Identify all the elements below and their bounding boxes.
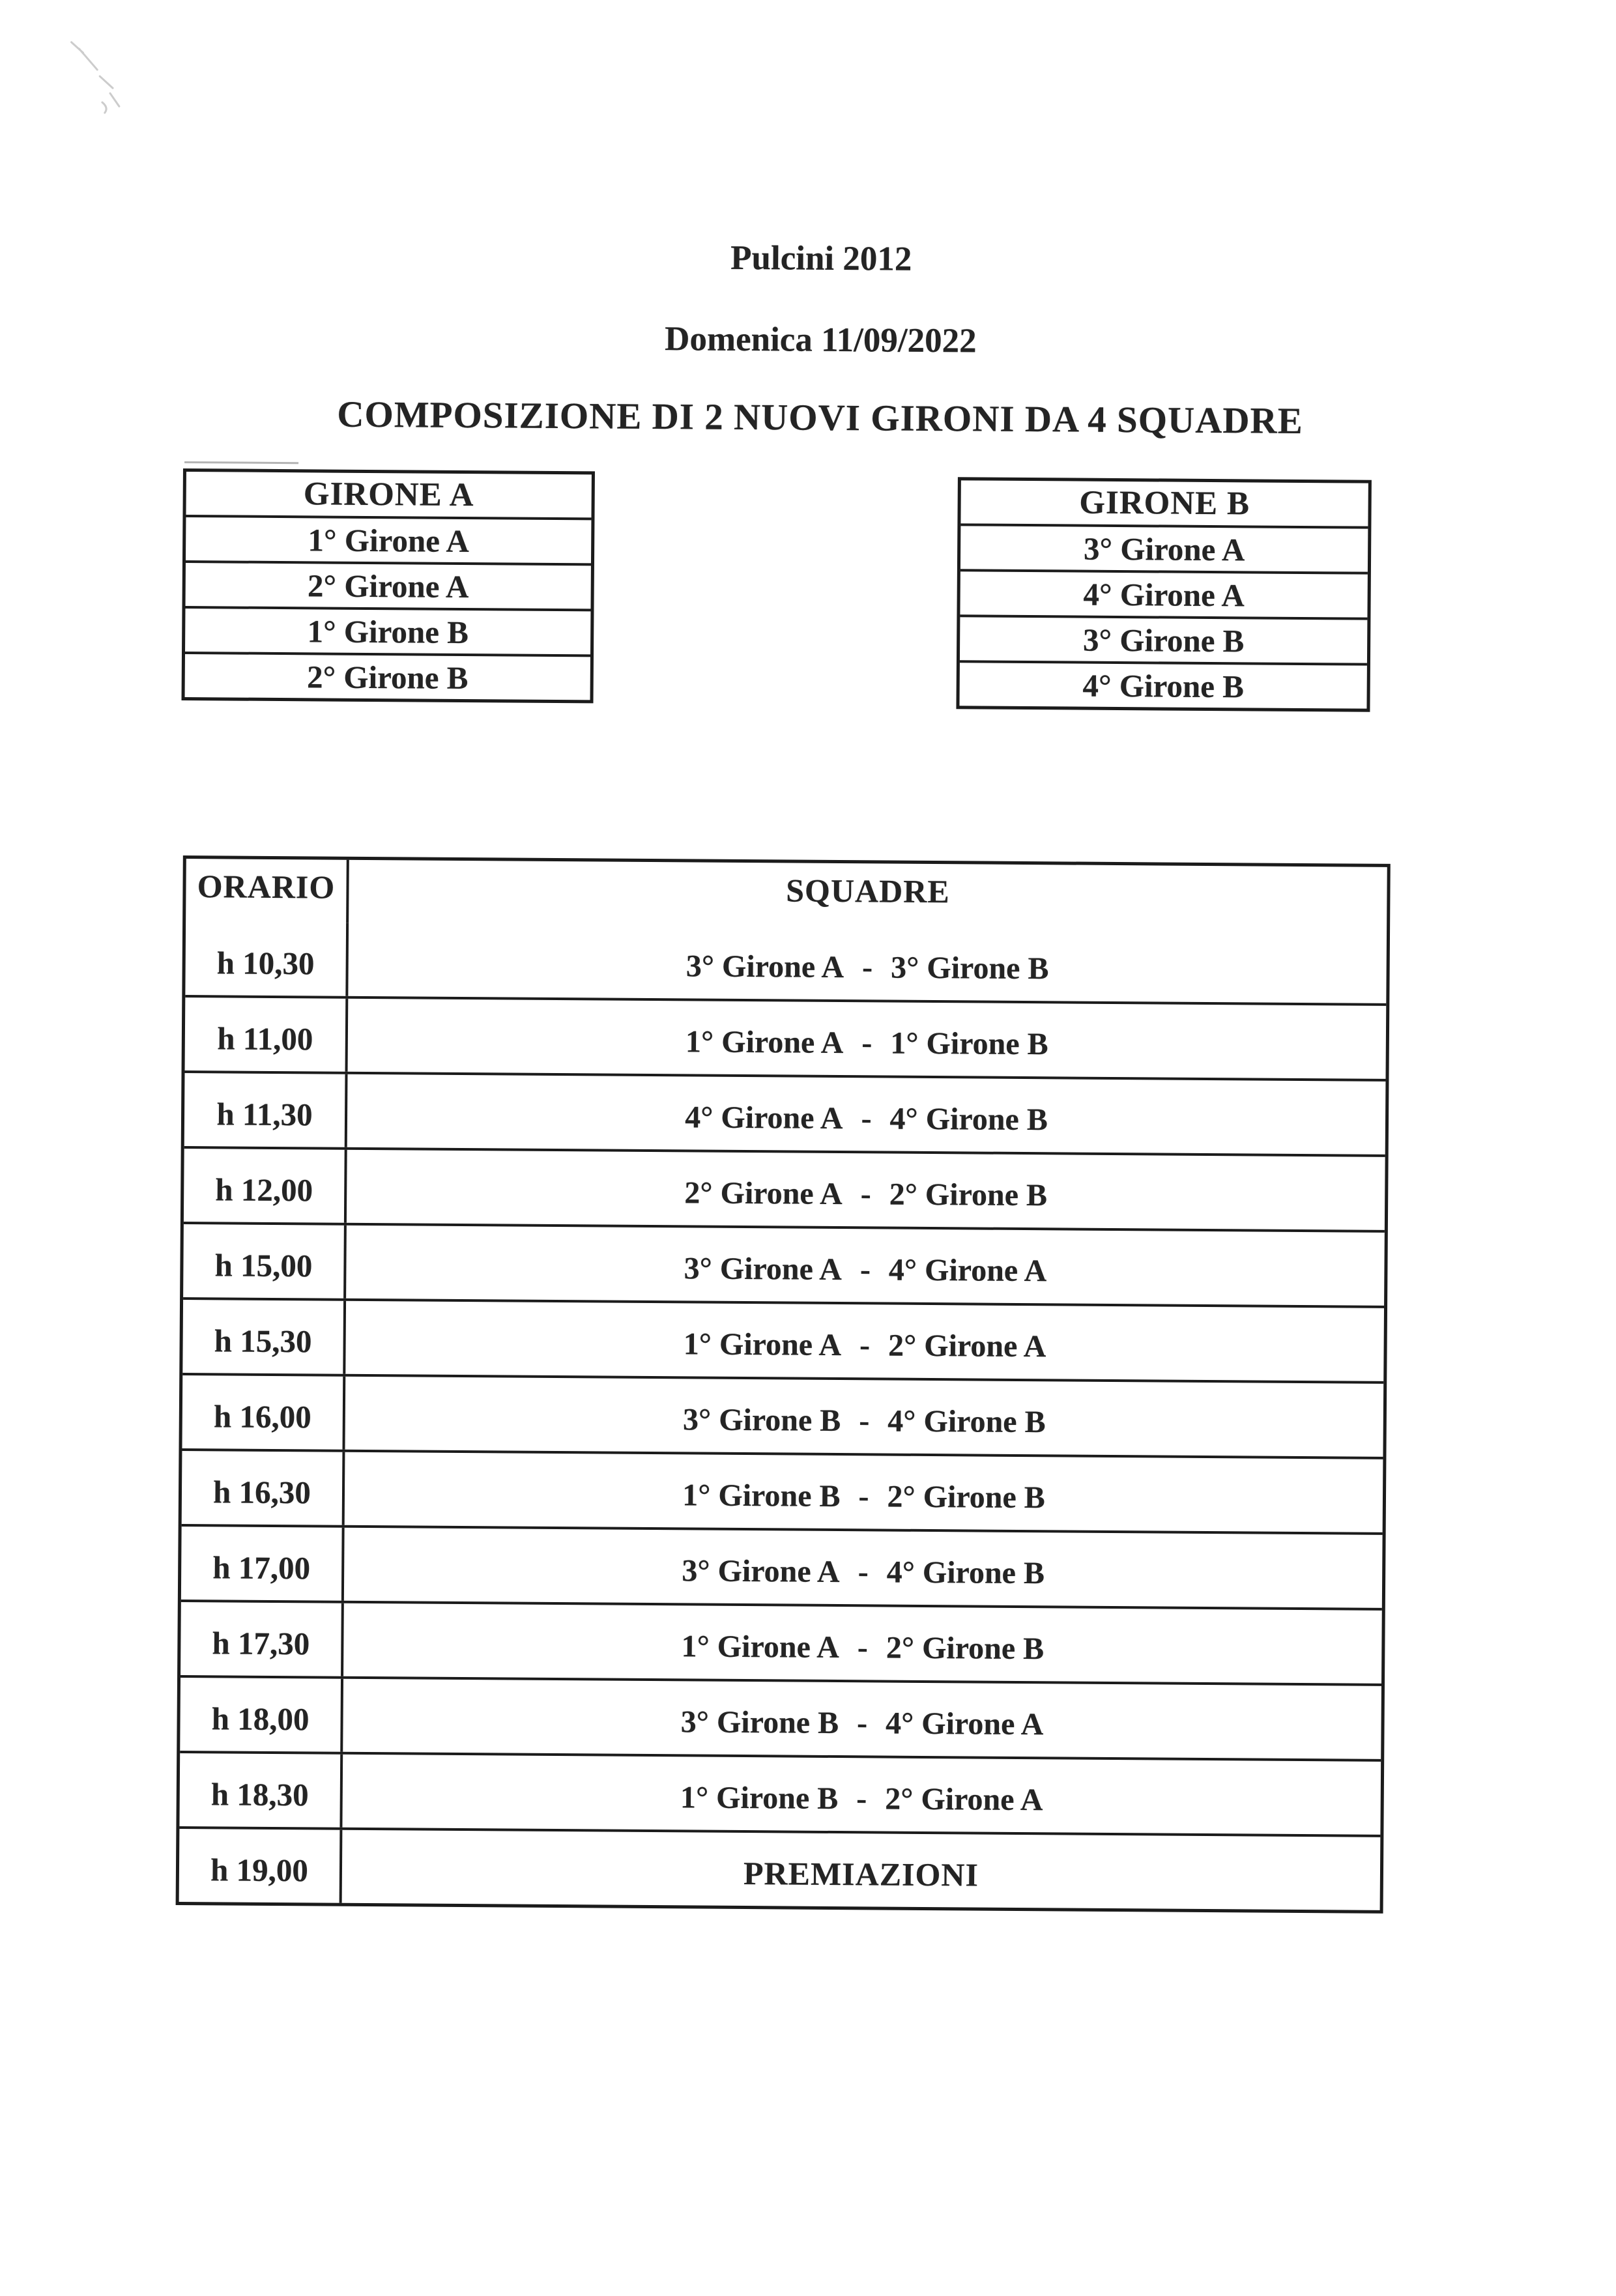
match-time: h 15,30 [182,1300,346,1374]
match-separator: - [861,1100,872,1136]
group-team-row [960,569,1367,617]
match-separator: - [858,1554,869,1589]
match-cell [348,999,1387,1079]
group-team-row [186,560,591,609]
group-rows [959,523,1368,708]
match-separator: - [859,1327,871,1362]
match-separator: - [861,949,873,984]
group-header: GIRONE A [303,476,474,514]
match-separator: - [861,1025,873,1060]
girone-a-table [182,468,595,703]
pencil-mark-artifact [0,0,195,145]
schedule-row [185,995,1387,1079]
match-cell [342,1755,1381,1835]
match-time: h 18,00 [180,1678,343,1752]
match-away: 1° Girone B [890,1026,1048,1061]
match-time: h 12,00 [184,1149,347,1223]
match-time: h 16,30 [182,1451,345,1525]
match-time: h 18,30 [179,1753,343,1828]
match-away: 4° Girone B [889,1101,1048,1137]
schedule-row [180,1600,1382,1684]
group-team-label: 3° Girone B [1082,622,1245,659]
match-away: 2° Girone B [889,1177,1048,1213]
match-home: 2° Girone A [684,1175,843,1211]
group-team-row [186,515,591,563]
match-time: h 16,00 [182,1375,345,1450]
match-away: 2° Girone A [885,1781,1043,1817]
schedule-row [180,1675,1381,1759]
group-team-label: 4° Girone A [1083,576,1245,613]
match-home: 3° Girone A [682,1553,840,1589]
group-team-row [959,660,1366,708]
girone-b-table [956,477,1371,711]
schedule-row [182,1448,1383,1532]
match-time: h 11,00 [185,997,349,1072]
match-cell [347,1150,1385,1230]
match-away: 2° Girone B [886,1630,1045,1666]
match-time: h 17,30 [180,1602,344,1676]
composition-heading: COMPOSIZIONE DI 2 NUOVI GIRONI DA 4 SQUADRE [337,394,1303,442]
schedule-row [184,1146,1385,1230]
group-team-row [185,606,590,654]
group-rows [185,515,592,700]
match-away: 4° Girone B [887,1403,1046,1439]
match-separator: - [859,1252,871,1287]
match-time: h 11,30 [184,1073,348,1147]
match-away: 4° Girone A [888,1252,1047,1288]
award-label: PREMIAZIONI [743,1855,979,1893]
match-cell [343,1603,1382,1684]
schedule-row [179,1751,1381,1835]
match-home: 3° Girone B [682,1401,841,1438]
match-time: h 15,00 [183,1224,347,1299]
schedule-row [181,1524,1383,1608]
group-team-row [960,523,1368,571]
schedule-header-row [186,859,1387,930]
orario-header: ORARIO [186,859,349,923]
schedule-rows [179,922,1387,1910]
match-separator: - [860,1176,871,1211]
match-cell [344,1528,1383,1608]
group-team-label: 2° Girone B [306,658,469,696]
group-team-row [185,652,590,700]
match-cell [345,1377,1383,1457]
match-home: 1° Girone A [683,1326,842,1362]
schedule-row [182,1373,1383,1457]
match-away: 2° Girone A [887,1328,1046,1364]
match-cell [343,1679,1381,1759]
group-team-label: 1° Girone B [307,612,469,650]
match-home: 1° Girone B [680,1779,839,1816]
match-time: h 10,30 [185,922,349,996]
squadre-header: SQUADRE [786,871,950,910]
page-title: Pulcini 2012 [730,238,912,278]
match-home: 1° Girone B [682,1477,841,1514]
match-home: 4° Girone A [685,1099,843,1136]
group-team-label: 2° Girone A [307,567,469,605]
match-away: 2° Girone B [887,1479,1045,1515]
group-header: GIRONE B [1079,484,1250,523]
schedule-row [184,1070,1386,1155]
match-away: 3° Girone B [890,950,1049,986]
match-home: 3° Girone B [680,1704,839,1740]
group-team-row [960,614,1367,663]
match-cell [346,1226,1385,1306]
match-cell [345,1301,1384,1381]
group-team-label: 3° Girone A [1083,530,1245,567]
date-line: Domenica 11/09/2022 [664,320,977,360]
schedule-row [183,1222,1385,1306]
schedule-row [185,922,1387,1003]
match-home: 1° Girone A [681,1628,840,1665]
match-separator: - [859,1403,870,1438]
match-home: 1° Girone A [685,1024,844,1060]
event-cell [342,1830,1381,1910]
match-home: 3° Girone A [684,1250,843,1287]
match-time: h 19,00 [179,1829,343,1903]
scan-double-edge-artifact [184,461,298,464]
group-team-label: 1° Girone A [308,521,470,559]
match-separator: - [858,1478,869,1514]
schedule-table [176,855,1391,1914]
match-time: h 17,00 [181,1527,345,1601]
schedule-row [182,1297,1384,1381]
match-separator: - [856,1705,868,1740]
match-cell [345,1452,1383,1532]
match-separator: - [857,1629,869,1665]
match-home: 3° Girone A [685,948,844,984]
match-cell [348,923,1387,1003]
schedule-row [179,1826,1381,1910]
match-cell [347,1074,1386,1155]
group-team-label: 4° Girone B [1082,667,1245,704]
match-separator: - [856,1781,867,1816]
match-away: 4° Girone A [885,1706,1044,1742]
match-away: 4° Girone B [886,1555,1045,1590]
